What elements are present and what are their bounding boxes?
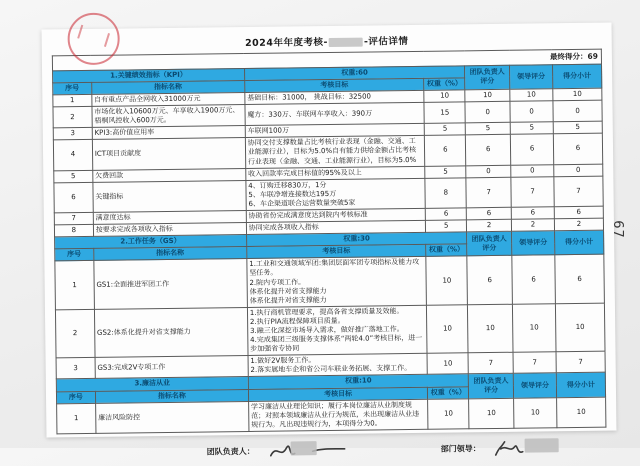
team-score: 0 [466,165,511,178]
col-no: 序号 [56,391,95,404]
col-no: 序号 [55,249,94,262]
col-team-score: 团队负责人评分 [467,231,512,256]
weight-value: 5 [425,123,466,136]
assessment-target: 1.做好2V服务工作。 2.落实属地车企和省公司车联业务拓展、支撑工作。 [248,354,428,377]
title-suffix: -评估详情 [363,36,409,48]
weight-value: 10 [427,305,468,354]
team-score: 7 [468,353,513,375]
indicator-name: 满意度达标 [93,210,246,224]
col-weight: 权重（%） [424,78,465,91]
team-score: 5 [465,122,510,135]
subtotal-score: 10 [553,88,602,101]
weight-value: 5 [425,165,466,178]
signature-row [57,436,607,466]
subtotal-score: 6 [555,254,605,303]
leader-score: 2 [511,219,554,232]
section-name: 1.关键绩效指标（KPI） [53,68,245,82]
indicator-name: 关键指标 [93,180,246,212]
col-indicator: 指标名称 [95,389,248,403]
indicator-name: GS1:全面推进军团工作 [94,259,248,309]
col-subtotal: 得分小计 [552,64,601,89]
weight-value: 6 [425,135,466,166]
subtotal-score: 6 [554,206,603,219]
row-no: 5 [54,170,93,183]
row-no: 3 [53,128,92,141]
indicator-name: ICT项目贡献度 [92,138,245,170]
row-no: 6 [54,182,93,213]
title-prefix: 2024年年度考核- [244,36,328,50]
weight-value: 8 [425,178,466,209]
weight-value: 10 [426,256,467,305]
weight-value: 10 [424,90,465,103]
col-target: 考核目标 [247,245,427,259]
leader-score: 6 [511,207,554,220]
team-score: 7 [466,177,511,208]
leader-score: 10 [510,89,553,102]
indicator-name: 欠费回款 [93,168,246,182]
dept-leader-label: 部门领导： [440,444,481,455]
subtotal-score: 5 [553,121,602,134]
table-row [55,303,605,358]
row-no: 1 [53,94,92,107]
col-indicator: 指标名称 [93,247,246,261]
col-leader-score: 领导评分 [510,65,553,90]
leader-score: 10 [514,397,557,428]
subtotal-score: 0 [553,100,602,122]
section-name: 2.工作任务（GS） [55,235,247,249]
subtotal-score: 2 [554,218,603,231]
assessment-target: 魔方：330万、车联网车享收入：390万 [245,102,425,125]
subtotal-score: 10 [555,303,605,352]
weight-value: 6 [426,208,467,221]
col-team-score: 团队负责人评分 [465,65,510,90]
col-indicator: 指标名称 [91,80,244,94]
assessment-target: 1.执行商机管理要求，提高各省支撑质量及效能。 2.执行PIA流程保障项目质量。 3.融三化深挖市场导入需求，做好推广落地工作。 4.完成集团三级服务支撑体系“两轮4.0”考核目标，进一步加强省专协同 [247,305,427,356]
col-leader-score: 领导评分 [513,373,556,398]
row-no: 7 [54,212,93,225]
weight-value: 10 [428,398,469,429]
censored-signature-block [291,441,317,455]
document-paper [42,23,617,457]
section-weight: 权重:10 [248,374,469,389]
censored-signature-block [525,438,559,452]
subtotal-score: 10 [556,397,605,428]
col-weight: 权重（%） [426,244,467,257]
team-score: 10 [468,304,513,353]
col-subtotal: 得分小计 [556,373,605,398]
final-score: 最终得分：69 [52,49,601,70]
leader-score: 7 [511,176,554,207]
team-score: 0 [465,101,510,123]
team-score: 6 [466,207,511,220]
team-leader-label: 团队负责人： [206,447,255,457]
assessment-target: 基础目标：31000， 挑战目标：32500 [245,90,425,104]
indicator-name: GS2:体系化提升对省支撑能力 [94,307,248,357]
leader-score: 10 [513,304,556,353]
weight-value: 10 [427,353,468,375]
col-target: 考核目标 [248,387,428,401]
section-weight: 权重:30 [246,232,467,247]
row-no: 1 [55,261,94,310]
indicator-name: 市场化收入10600万元、车享收入1900万元、梧桐风控收入600万元。 [92,105,245,128]
team-score: 6 [466,135,511,166]
col-target: 考核目标 [244,78,424,92]
weight-value: 5 [426,220,467,233]
subtotal-score: 7 [554,176,603,207]
assessment-target: 4、订购迁移830万，1分 5、车联净增连接数达195万 6、车企渠道联合运营数量突破5家 [246,178,426,210]
leader-score: 6 [510,134,553,165]
indicator-name: 廉洁风险防控 [95,401,248,433]
table-row [55,254,605,309]
assessment-target: 车联网100万 [245,124,425,138]
row-no: 4 [53,140,92,171]
col-weight: 权重（%） [428,386,469,399]
assessment-target: 协同完成各项收入指标 [246,220,426,234]
team-score: 10 [469,398,514,429]
spacer [361,450,431,451]
col-team-score: 团队负责人评分 [468,374,513,399]
row-no: 3 [56,358,95,380]
row-no: 1 [57,403,96,434]
weight-value: 15 [424,102,465,124]
indicator-name: 自有重点产品全网收入31000万元 [92,92,245,106]
team-score: 6 [467,256,512,305]
assessment-target: 学习廉洁从业理论知识；履行本岗位廉洁从业制度规范；对照本领域廉洁从业行为规范，未出现廉洁从业违规行为。凡出现违规行为，本项得分为0。 [248,399,428,431]
censored-name-block [329,38,363,47]
page-number-side: 67 [609,220,625,239]
section-weight: 权重:60 [244,66,465,81]
assessment-target: 协同交付支撑数量占比考核行业表现（金融、交通、工业能源行业），目标为5.0%自有能力供给金额占比考核行业表现（金融、交通、工业能源行业），目标为5.0% [245,136,425,168]
row-no: 8 [54,224,93,237]
team-leader-signature [265,439,351,464]
col-no: 序号 [53,82,92,95]
assessment-target: 1.工业和交通领域军团:集团层面军团专项指标及能力攻坚任务。 2.院内专项工作。 体系化提升对省支撑能力 体系化提升对省支撑能力 [247,257,427,308]
leader-score: 0 [510,101,553,123]
row-no: 2 [55,309,94,358]
team-score: 10 [465,89,510,102]
indicator-name: GS3:完成2V专项工作 [95,356,248,379]
evaluation-table [52,49,607,435]
col-subtotal: 得分小计 [554,230,603,255]
assessment-target: 协助省份完成满意度达到院内考核标准 [246,208,426,222]
col-leader-score: 领导评分 [512,231,555,256]
subtotal-score: 7 [556,351,605,373]
dept-leader-signature [491,436,577,461]
team-score: 2 [467,219,512,232]
section-name: 3.廉洁从业 [56,377,248,391]
leader-score: 0 [511,164,554,177]
leader-score: 5 [510,122,553,135]
page-title [52,31,602,52]
row-no: 2 [53,106,92,128]
indicator-name: 按要求完成各项收入指标 [93,223,246,237]
table-row [57,397,606,434]
subtotal-score: 6 [553,133,602,164]
leader-score: 6 [512,255,555,304]
subtotal-score: 0 [554,164,603,177]
assessment-target: 收入回款率完成目标值的95%及以上 [246,166,426,180]
leader-score: 7 [513,352,556,374]
indicator-name: KPI3:高价值应用率 [92,126,245,140]
